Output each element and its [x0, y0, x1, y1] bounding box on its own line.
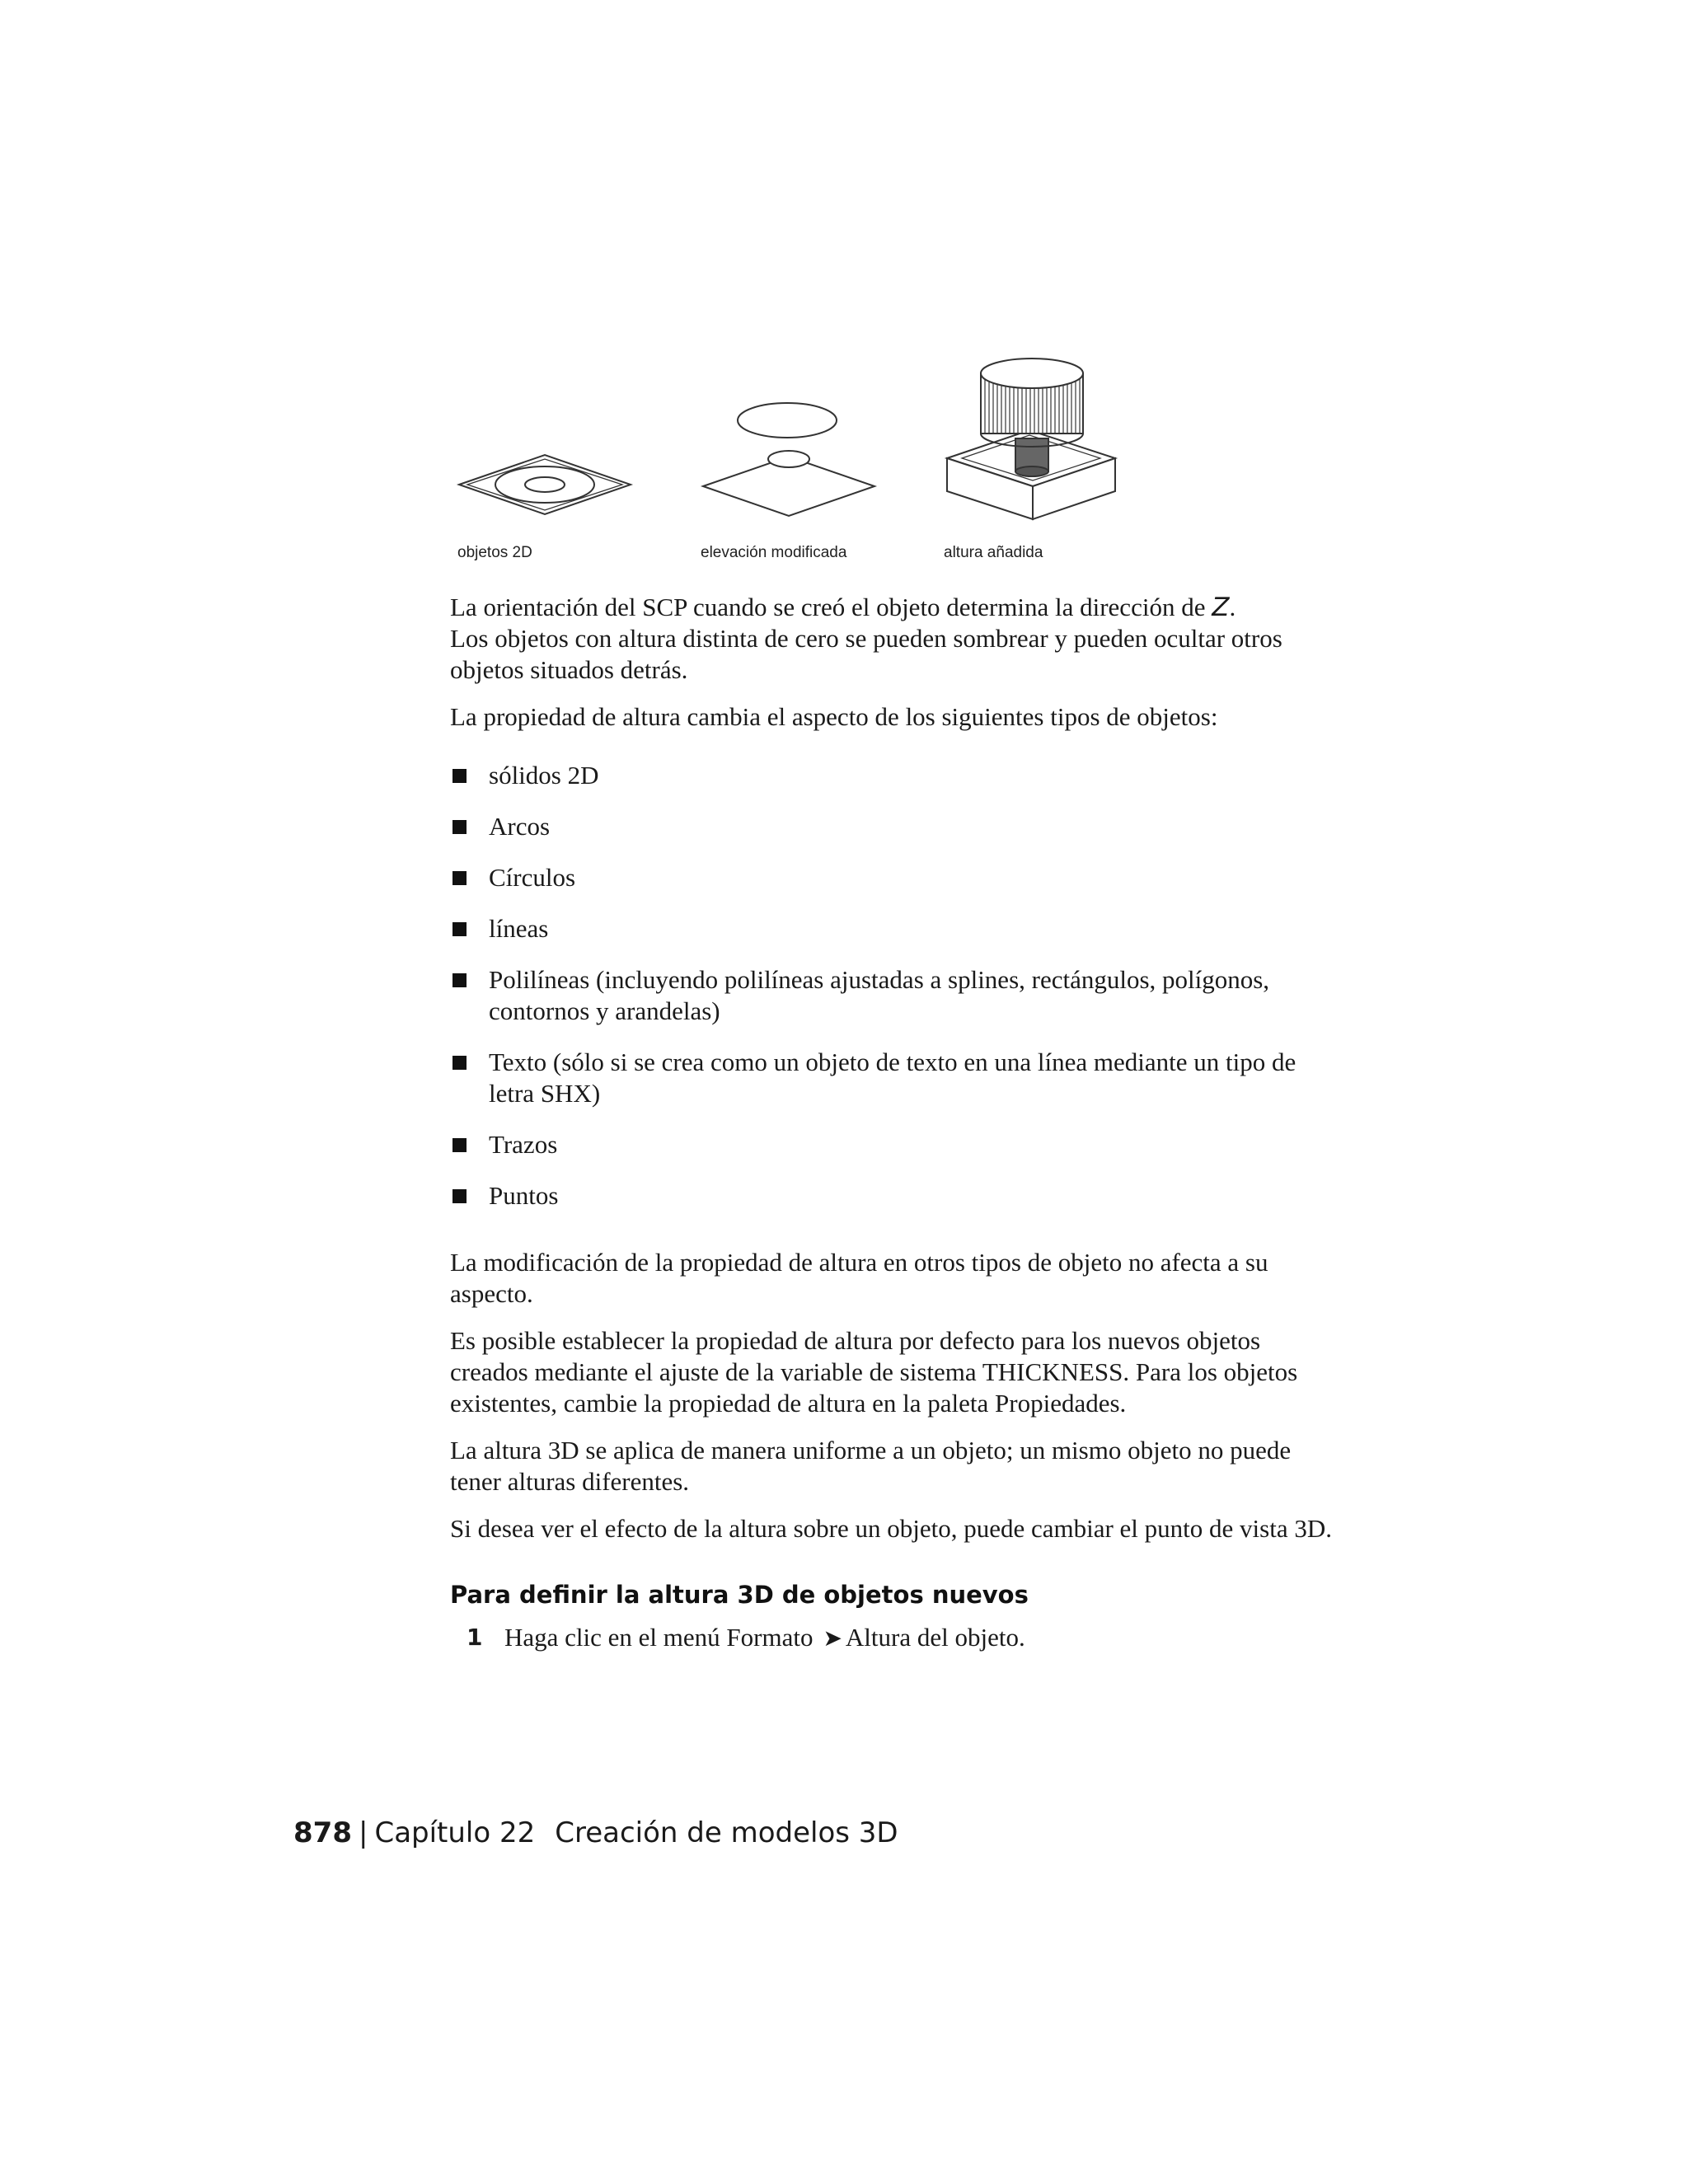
page-number: 878: [293, 1816, 352, 1849]
step-text-after: Altura del objeto.: [845, 1623, 1025, 1652]
footer-separator: |: [358, 1816, 368, 1849]
list-item: Polilíneas (incluyendo polilíneas ajustadas a splines, rectángulos, polígonos, contornos y arandelas): [450, 964, 1340, 1027]
label-2d-objects: objetos 2D: [457, 544, 532, 561]
paragraph-other-types: La modificación de la propiedad de altura en otros tipos de objeto no afecta a su aspecto.: [450, 1248, 1268, 1308]
bullet-square-icon: [452, 1138, 467, 1152]
bullet-square-icon: [452, 1189, 467, 1203]
paragraph-uniform: La altura 3D se aplica de manera uniforme a un objeto; un mismo objeto no puede tener alturas diferentes.: [450, 1436, 1292, 1496]
list-item: Puntos: [450, 1180, 1340, 1212]
orientation-text: La orientación del SCP cuando se creó el objeto determina la dirección de: [450, 593, 1206, 621]
bullet-square-icon: [452, 871, 467, 885]
thickness-illustration: [449, 346, 1142, 573]
list-item: sólidos 2D: [450, 760, 1340, 791]
step-number: 1: [467, 1624, 483, 1651]
chapter-label: Capítulo 22: [374, 1816, 536, 1849]
label-thickness-added: altura añadida: [944, 544, 1043, 561]
bullet-square-icon: [452, 1056, 467, 1070]
list-item: Texto (sólo si se crea como un objeto de texto en una línea mediante un tipo de letra SHX): [450, 1047, 1340, 1109]
chapter-title: Creación de modelos 3D: [555, 1816, 898, 1849]
list-item: Arcos: [450, 811, 1340, 842]
step-text-before: Haga clic en el menú Formato: [504, 1623, 814, 1652]
orientation-period: .: [1229, 593, 1236, 621]
page-content: [450, 592, 1340, 1654]
list-item: Trazos: [450, 1129, 1340, 1160]
paragraph-view: Si desea ver el efecto de la altura sobre un objeto, puede cambiar el punto de vista 3D.: [450, 1514, 1332, 1543]
label-modified-elevation: elevación modificada: [701, 544, 847, 561]
orientation-rest: Los objetos con altura distinta de cero se pueden sombrear y pueden ocultar otros objetos situados detrás.: [450, 624, 1282, 684]
object-types-list: [450, 760, 1340, 1212]
bullet-square-icon: [452, 769, 467, 783]
paragraph-orientation: [450, 592, 1340, 686]
drawing-2d-objects: [459, 455, 631, 514]
page-footer: [293, 1816, 898, 1849]
list-item: Círculos: [450, 862, 1340, 893]
bullet-square-icon: [452, 820, 467, 834]
thickness-figure: [449, 346, 1142, 573]
drawing-thickness-added: [947, 359, 1115, 519]
menu-arrow-icon: ➤: [823, 1624, 842, 1652]
bullet-square-icon: [452, 922, 467, 936]
orientation-variable: Z: [1212, 593, 1230, 622]
paragraph-default-thickness: Es posible establecer la propiedad de altura por defecto para los nuevos objetos creados mediante el ajuste de la variable de sistema THICKNESS. Para los objetos existentes, cambie la propiedad de altura en la paleta Propiedades.: [450, 1326, 1298, 1418]
paragraph-list-intro: La propiedad de altura cambia el aspecto de los siguientes tipos de objetos:: [450, 702, 1218, 731]
bullet-square-icon: [452, 973, 467, 987]
drawing-modified-elevation: [703, 403, 874, 516]
procedure-heading: Para definir la altura 3D de objetos nuevos: [450, 1581, 1029, 1609]
procedure-step: [450, 1622, 1340, 1654]
list-item: líneas: [450, 913, 1340, 944]
